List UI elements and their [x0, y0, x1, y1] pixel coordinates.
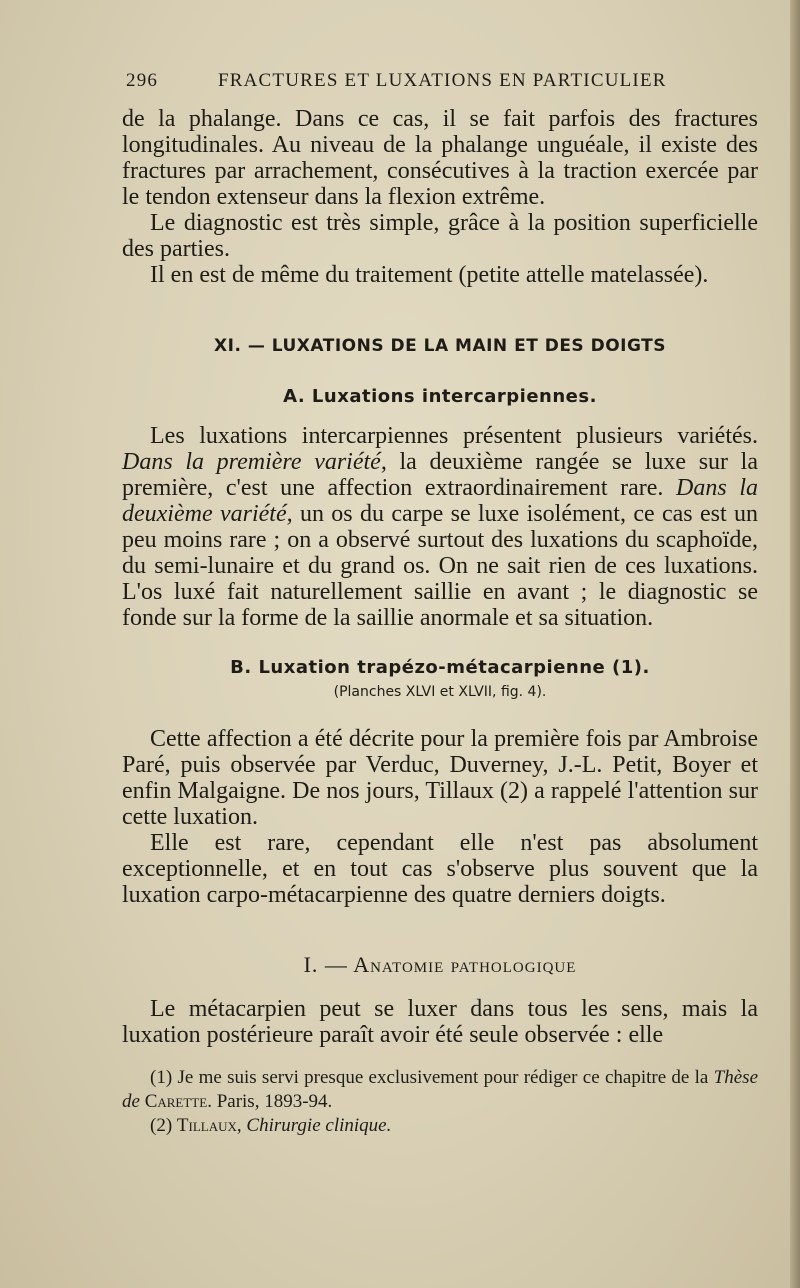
running-head-title: FRACTURES ET LUXATIONS EN PARTICULIER: [218, 70, 667, 91]
italic-these: Thèse de: [122, 1067, 758, 1112]
page-content: [122, 70, 758, 1138]
text-run: la deuxième rangée se luxe sur la première, c'est une affection extraordinairement rare.: [122, 449, 759, 501]
paragraph-diagnostic: Le diagnostic est très simple, grâce à la position superficielle des parties.: [122, 210, 758, 262]
author-carette: Carette: [144, 1091, 208, 1112]
italic-phrase-deuxieme-variete: Dans la deuxième variété,: [122, 475, 758, 527]
subheading-luxations-intercarpiennes: A. Luxations intercarpiennes.: [283, 386, 597, 407]
heading-anatomie-pathologique: I. — Anatomie pathologique: [303, 952, 577, 977]
italic-phrase-premiere-variete: Dans la première variété,: [122, 449, 387, 475]
text-run: . Paris, 1893-94.: [207, 1091, 333, 1112]
footnote-1: [122, 1066, 758, 1114]
text-run: Les luxations intercarpiennes présentent plusieurs variétés.: [150, 423, 758, 449]
subheading-luxation-trapezo-metacarpienne: B. Luxation trapézo-métacarpienne (1).: [230, 657, 650, 678]
section-heading-xi: XI. — LUXATIONS DE LA MAIN ET DES DOIGTS: [214, 336, 666, 356]
paragraph-traitement: Il en est de même du traitement (petite attelle matelassée).: [150, 262, 709, 288]
plates-reference: (Planches XLVI et XLVII, fig. 4).: [333, 684, 547, 700]
text-run: un os du carpe se luxe isolément, ce cas est un peu moins rare ; on a observé surtout des luxations du scaphoïde, du semi-lunaire et du grand os. On ne sait rien de ces luxations. L'os luxé fait naturellement saillie en avant ; le diagnostic se fonde sur la forme de la saillie anormale et sa situation.: [122, 501, 758, 631]
paragraph-fractures-end: de la phalange. Dans ce cas, il se fait parfois des fractures longitudinales. Au niveau de la phalange unguéale, il existe des fractures par arrachement, consécutives à la traction exercée par le tendon extenseur dans la flexion extrême.: [122, 106, 758, 210]
running-head: [122, 70, 758, 106]
page-number: 296: [126, 70, 159, 91]
paragraph-historique: Cette affection a été décrite pour la première fois par Ambroise Paré, puis observée par Verduc, Duverney, J.-L. Petit, Boyer et enfin Malgaigne. De nos jours, Tillaux (2) a rappelé l'attention sur cette luxation.: [122, 726, 758, 830]
italic-chirurgie-clinique: Chirurgie clinique.: [246, 1115, 392, 1136]
text-run: ,: [236, 1115, 247, 1136]
paragraph-frequence: Elle est rare, cependant elle n'est pas absolument exceptionnelle, et en tout cas s'observe plus souvent que la luxation carpo-métacarpienne des quatre derniers doigts.: [122, 830, 758, 908]
text-run: (2): [150, 1115, 177, 1136]
author-tillaux: Tillaux: [176, 1115, 237, 1136]
paragraph-anatomie: Le métacarpien peut se luxer dans tous les sens, mais la luxation postérieure paraît avoir été seule observée : elle: [122, 996, 758, 1048]
footnotes: [122, 1066, 758, 1138]
text-run: (1) Je me suis servi presque exclusivement pour rédiger ce chapitre de la: [150, 1067, 714, 1088]
footnote-2: [122, 1114, 758, 1138]
paragraph-intercarpiennes: [122, 423, 758, 631]
page-edge-shadow: [790, 0, 800, 1288]
